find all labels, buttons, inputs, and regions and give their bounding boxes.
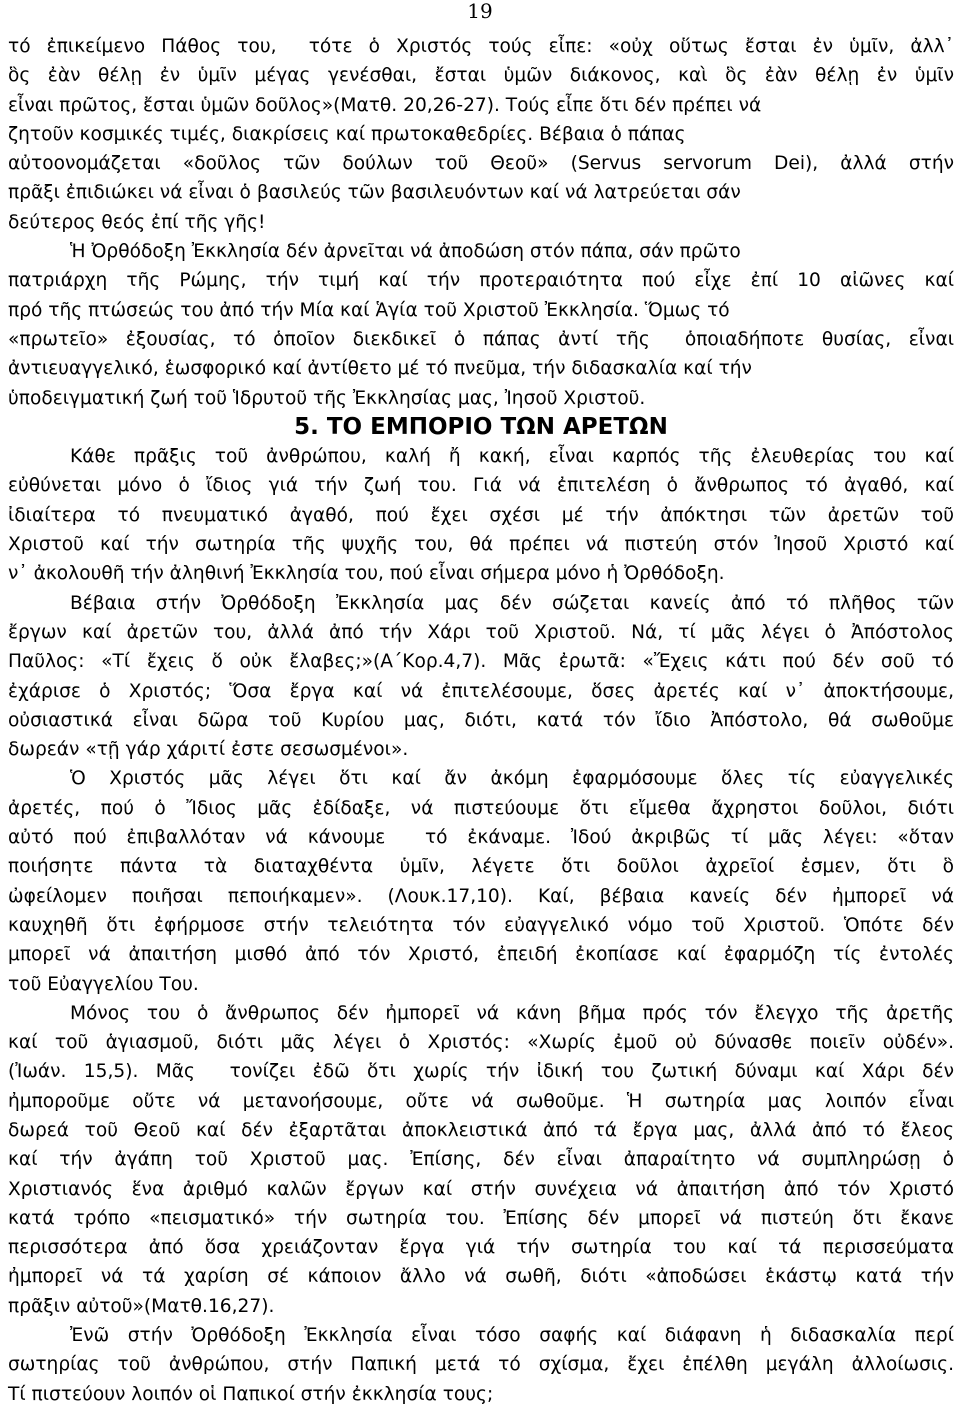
text-line: οὐσιαστικά εἶναι δῶρα τοῦ Κυρίου μας, διότι, κατά τόν ἴδιο Ἀπόστολο, θά σωθοῦμε [8,709,954,731]
text-line: κατά τρόπο «πεισματικό» τήν σωτηρία του. Ἐπίσης δέν μπορεῖ νά πιστεύη ὅτι ἔκανε [8,1207,954,1229]
text-line: Μόνος του ὁ ἄνθρωπος δέν ἠμπορεῖ νά κάνη βῆμα πρός τόν ἔλεγχο τῆς ἀρετῆς [70,1002,954,1024]
text-line: πατριάρχη τῆς Ρώμης, τήν τιμή καί τήν προτεραιότητα πού εἶχε ἐπί 10 αἰῶνες καί [8,270,954,292]
text-line: δωρεάν «τῇ γάρ χάριτί ἐστε σεσωσμένοι». [8,739,409,761]
text-line: περισσότερα ἀπό ὅσα χρειάζονταν ἔργα γιά τήν σωτηρία του καί τά περισσεύματα [8,1237,954,1259]
text-line: τό ἐπικείμενο Πάθος του, τότε ὁ Χριστός τούς εἶπε: «οὐχ οὕτως ἔσται ἐν ὑμῖν, ἀλλ᾽ [8,36,954,57]
text-line: πρᾶξι ἐπιδιώκει νά εἶναι ὁ βασιλεύς τῶν βασιλευόντων καί νά λατρεύεται σάν [8,182,741,204]
text-line: Ὁ Χριστός μᾶς λέγει ὅτι καί ἄν ἀκόμη ἐφαρμόσουμε ὅλες τίς εὐαγγελικές [70,768,954,790]
text-line: σωτηρίας τοῦ ἀνθρώπου, στήν Παπική μετά τό σχίσμα, ἔχει ἐπέλθη μεγάλη ἀλλοίωσις. [8,1354,954,1376]
text-line: ζητοῦν κοσμικές τιμές, διακρίσεις καί πρωτοκαθεδρίες. Βέβαια ὁ πάπας [8,123,686,145]
text-line: Ἐνῶ στήν Ὀρθόδοξη Ἐκκλησία εἶναι τόσο σαφής καί διάφανη ἡ διδασκαλία περί [70,1325,954,1347]
text-line: πρό τῆς πτώσεώς του ἀπό τήν Μία καί Ἁγία τοῦ Χριστοῦ Ἐκκλησία. Ὅμως τό [8,299,730,321]
text-line: ἔργων καί ἀρετῶν του, ἀλλά ἀπό τήν Χάρι τοῦ Χριστοῦ. Νά, τί μᾶς λέγει ὁ Ἀπόστολος [8,621,954,643]
text-line: Κάθε πρᾶξις τοῦ ἀνθρώπου, καλή ἤ κακή, εἶναι καρπός τῆς ἐλευθερίας του καί [70,446,954,468]
section-2-text [8,442,954,1409]
text-line: πρᾶξιν αὐτοῦ»(Ματθ.16,27). [8,1295,275,1317]
text-line: «πρωτεῖο» ἐξουσίας, τό ὁποῖον διεκδικεῖ ὁ πάπας ἀντί τῆς ὁποιαδήποτε θυσίας, εἶναι [8,328,954,350]
text-line: δεύτερος θεός ἐπί τῆς γῆς! [8,211,266,233]
text-line: (Ἰωάν. 15,5). Μᾶς τονίζει ἐδῶ ὅτι χωρίς τήν ἰδική του ζωτική δύναμι καί Χάρι δέν [8,1061,954,1083]
text-line: μπορεῖ νά ἀπαιτήση μισθό ἀπό τόν Χριστό, ἐπειδή ἐκοπίασε καί ἐφαρμόζη τίς ἐντολές [8,944,954,966]
text-line: καυχηθῆ ὅτι ἐφήρμοσε στήν τελειότητα τόν εὐαγγελικό νόμο τοῦ Χριστοῦ. Ὁπότε δέν [8,914,954,936]
text-line: ὃς ἐὰν θέλῃ ἐν ὑμῖν μέγας γενέσθαι, ἔσται ὑμῶν διάκονος, καὶ ὃς ἐὰν θέλῃ ἐν ὑμῖν [8,65,954,87]
text-line: εἶναι πρῶτος, ἔσται ὑμῶν δοῦλος»(Ματθ. 20,26-27). Τούς εἶπε ὅτι δέν πρέπει νά [8,94,762,116]
text-line: ἠμποροῦμε οὔτε νά μετανοήσουμε, οὔτε νά σωθοῦμε. Ἡ σωτηρία μας λοιπόν εἶναι [8,1090,954,1112]
text-line: ἰδιαίτερα τό πνευματικό ἀγαθό, πού ἔχει σχέσι μέ τήν ἀπόκτησι τῶν ἀρετῶν τοῦ [8,504,954,526]
text-line: ἠμπορεῖ νά τά χαρίση σέ κάποιον ἄλλο νά σωθῆ, διότι «ἀποδώσει ἑκάστῳ κατά τήν [8,1266,954,1288]
text-line: ἀρετές, πού ὁ Ἴδιος μᾶς ἐδίδαξε, νά πιστεύουμε ὅτι εἴμεθα ἄχρηστοι δοῦλοι, διότι [8,797,954,819]
text-line: Βέβαια στήν Ὀρθόδοξη Ἐκκλησία μας δέν σώζεται κανείς ἀπό τό πλῆθος τῶν [70,592,954,614]
text-line: ὠφείλομεν ποιῆσαι πεποιήκαμεν». (Λουκ.17,10). Καί, βέβαια κανείς δέν ἠμπορεῖ νά [8,885,954,907]
section-1-text [8,32,954,413]
text-line: Χριστιανός ἕνα ἀριθμό καλῶν ἔργων καί στήν συνέχεια νά ἀπαιτήση ἀπό τόν Χριστό [8,1178,954,1200]
text-line: ν᾽ ἀκολουθῆ τήν ἀληθινή Ἐκκλησία του, πού εἶναι σήμερα μόνο ἡ Ὀρθόδοξη. [8,563,725,585]
text-line: ἐχάρισε ὁ Χριστός; Ὅσα ἔργα καί νά ἐπιτελέσουμε, ὅσες ἀρετές καί ν᾽ ἀποκτήσουμε, [8,680,954,702]
text-line: δωρεά τοῦ Θεοῦ καί δέν ἐξαρτᾶται ἀποκλειστικά ἀπό τά ἔργα μας, ἀλλά ἀπό τό ἔλεος [8,1119,954,1141]
text-line: εὐθύνεται μόνο ὁ ἴδιος γιά τήν ζωή του. Γιά νά ἐπιτελέση ὁ ἄνθρωπος τό ἀγαθό, καί [8,475,954,497]
text-line: καί τοῦ ἁγιασμοῦ, διότι μᾶς λέγει ὁ Χριστός: «Χωρίς ἐμοῦ οὐ δύνασθε ποιεῖν οὐδέν». [8,1032,954,1054]
text-line: Χριστοῦ καί τήν σωτηρία τῆς ψυχῆς του, θά πρέπει νά πιστεύη στόν Ἰησοῦ Χριστό καί [8,534,954,556]
text-line: τοῦ Εὐαγγελίου Του. [8,973,199,995]
text-line: ὑποδειγματική ζωή τοῦ Ἱδρυτοῦ τῆς Ἐκκλησίας μας, Ἰησοῦ Χριστοῦ. [8,387,646,409]
section-heading: 5. ΤΟ ΕΜΠΟΡΙΟ ΤΩΝ ΑΡΕΤΩΝ [294,413,668,440]
text-line: αὐτοονομάζεται «δοῦλος τῶν δούλων τοῦ Θεοῦ» (Servus servorum Dei), ἀλλά στήν [8,153,954,175]
text-line: Τί πιστεύουν λοιπόν οἱ Παπικοί στήν ἐκκλησία τους; [8,1383,494,1405]
text-line: αὐτό πού ἐπιβαλλόταν νά κάνουμε τό ἐκάναμε. Ἰδού ἀκριβῶς τί μᾶς λέγει: «ὅταν [8,827,954,849]
text-line: Ἡ Ὀρθόδοξη Ἐκκλησία δέν ἀρνεῖται νά ἀποδώση στόν πάπα, σάν πρῶτο [70,241,741,263]
text-line: καί τήν ἀγάπη τοῦ Χριστοῦ μας. Ἐπίσης, δέν εἶναι ἀπαραίτητο νά συμπληρώσῃ ὁ [8,1149,954,1171]
text-line: ἀντιευαγγελικό, ἑωσφορικό καί ἀντίθετο μέ τό πνεῦμα, τήν διδασκαλία καί τήν [8,358,752,380]
page-body [8,32,954,1409]
text-line: Παῦλος: «Τί ἔχεις ὅ οὐκ ἔλαβες;»(Α΄Κορ.4,7). Μᾶς ἐρωτᾶ: «Ἔχεις κάτι πού δέν σοῦ τό [8,651,954,673]
text-line: ποιήσητε πάντα τὰ διαταχθέντα ὑμῖν, λέγετε ὅτι δοῦλοι ἀχρεῖοί ἐσμεν, ὅτι ὃ [8,856,954,878]
page-number: 19 [467,0,493,23]
